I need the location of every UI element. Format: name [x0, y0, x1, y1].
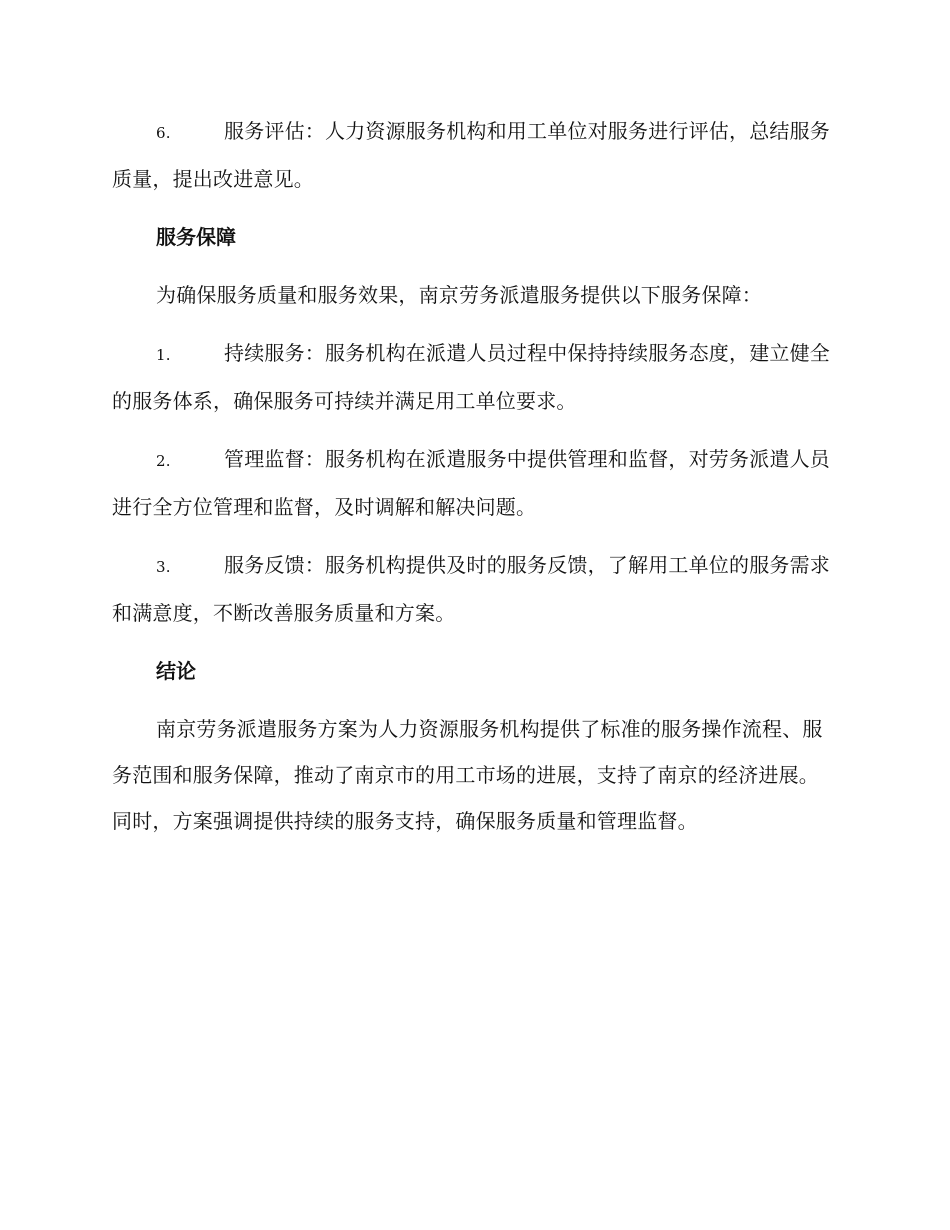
section-heading-conclusion: 结论: [156, 659, 196, 683]
list-number: 1.: [156, 346, 171, 364]
list-number: 3.: [156, 558, 171, 576]
list-item-1: [112, 330, 836, 424]
list-item-3: [112, 542, 836, 636]
list-number: 2.: [156, 452, 171, 470]
list-text: 服务评估：人力资源服务机构和用工单位对服务进行评估，总结服务质量，提出改进意见。: [112, 119, 830, 191]
list-text: 管理监督：服务机构在派遣服务中提供管理和监督，对劳务派遣人员进行全方位管理和监督，及时调解和解决问题。: [112, 447, 830, 519]
list-number: 6.: [156, 124, 171, 142]
document-page: [112, 108, 836, 856]
list-text: 服务反馈：服务机构提供及时的服务反馈，了解用工单位的服务需求和满意度，不断改善服务质量和方案。: [112, 553, 830, 625]
guarantee-intro-paragraph: 为确保服务质量和服务效果，南京劳务派遣服务提供以下服务保障：: [156, 283, 762, 307]
list-item-6: [112, 108, 836, 202]
section-heading-guarantee: 服务保障: [156, 225, 236, 249]
list-item-2: [112, 436, 836, 530]
list-text: 持续服务：服务机构在派遣人员过程中保持持续服务态度，建立健全的服务体系，确保服务可持续并满足用工单位要求。: [112, 341, 830, 413]
conclusion-paragraph: 南京劳务派遣服务方案为人力资源服务机构提供了标准的服务操作流程、服务范围和服务保障，推动了南京市的用工市场的进展，支持了南京的经济进展。同时，方案强调提供持续的服务支持，确保服务质量和管理监督。: [112, 717, 823, 833]
